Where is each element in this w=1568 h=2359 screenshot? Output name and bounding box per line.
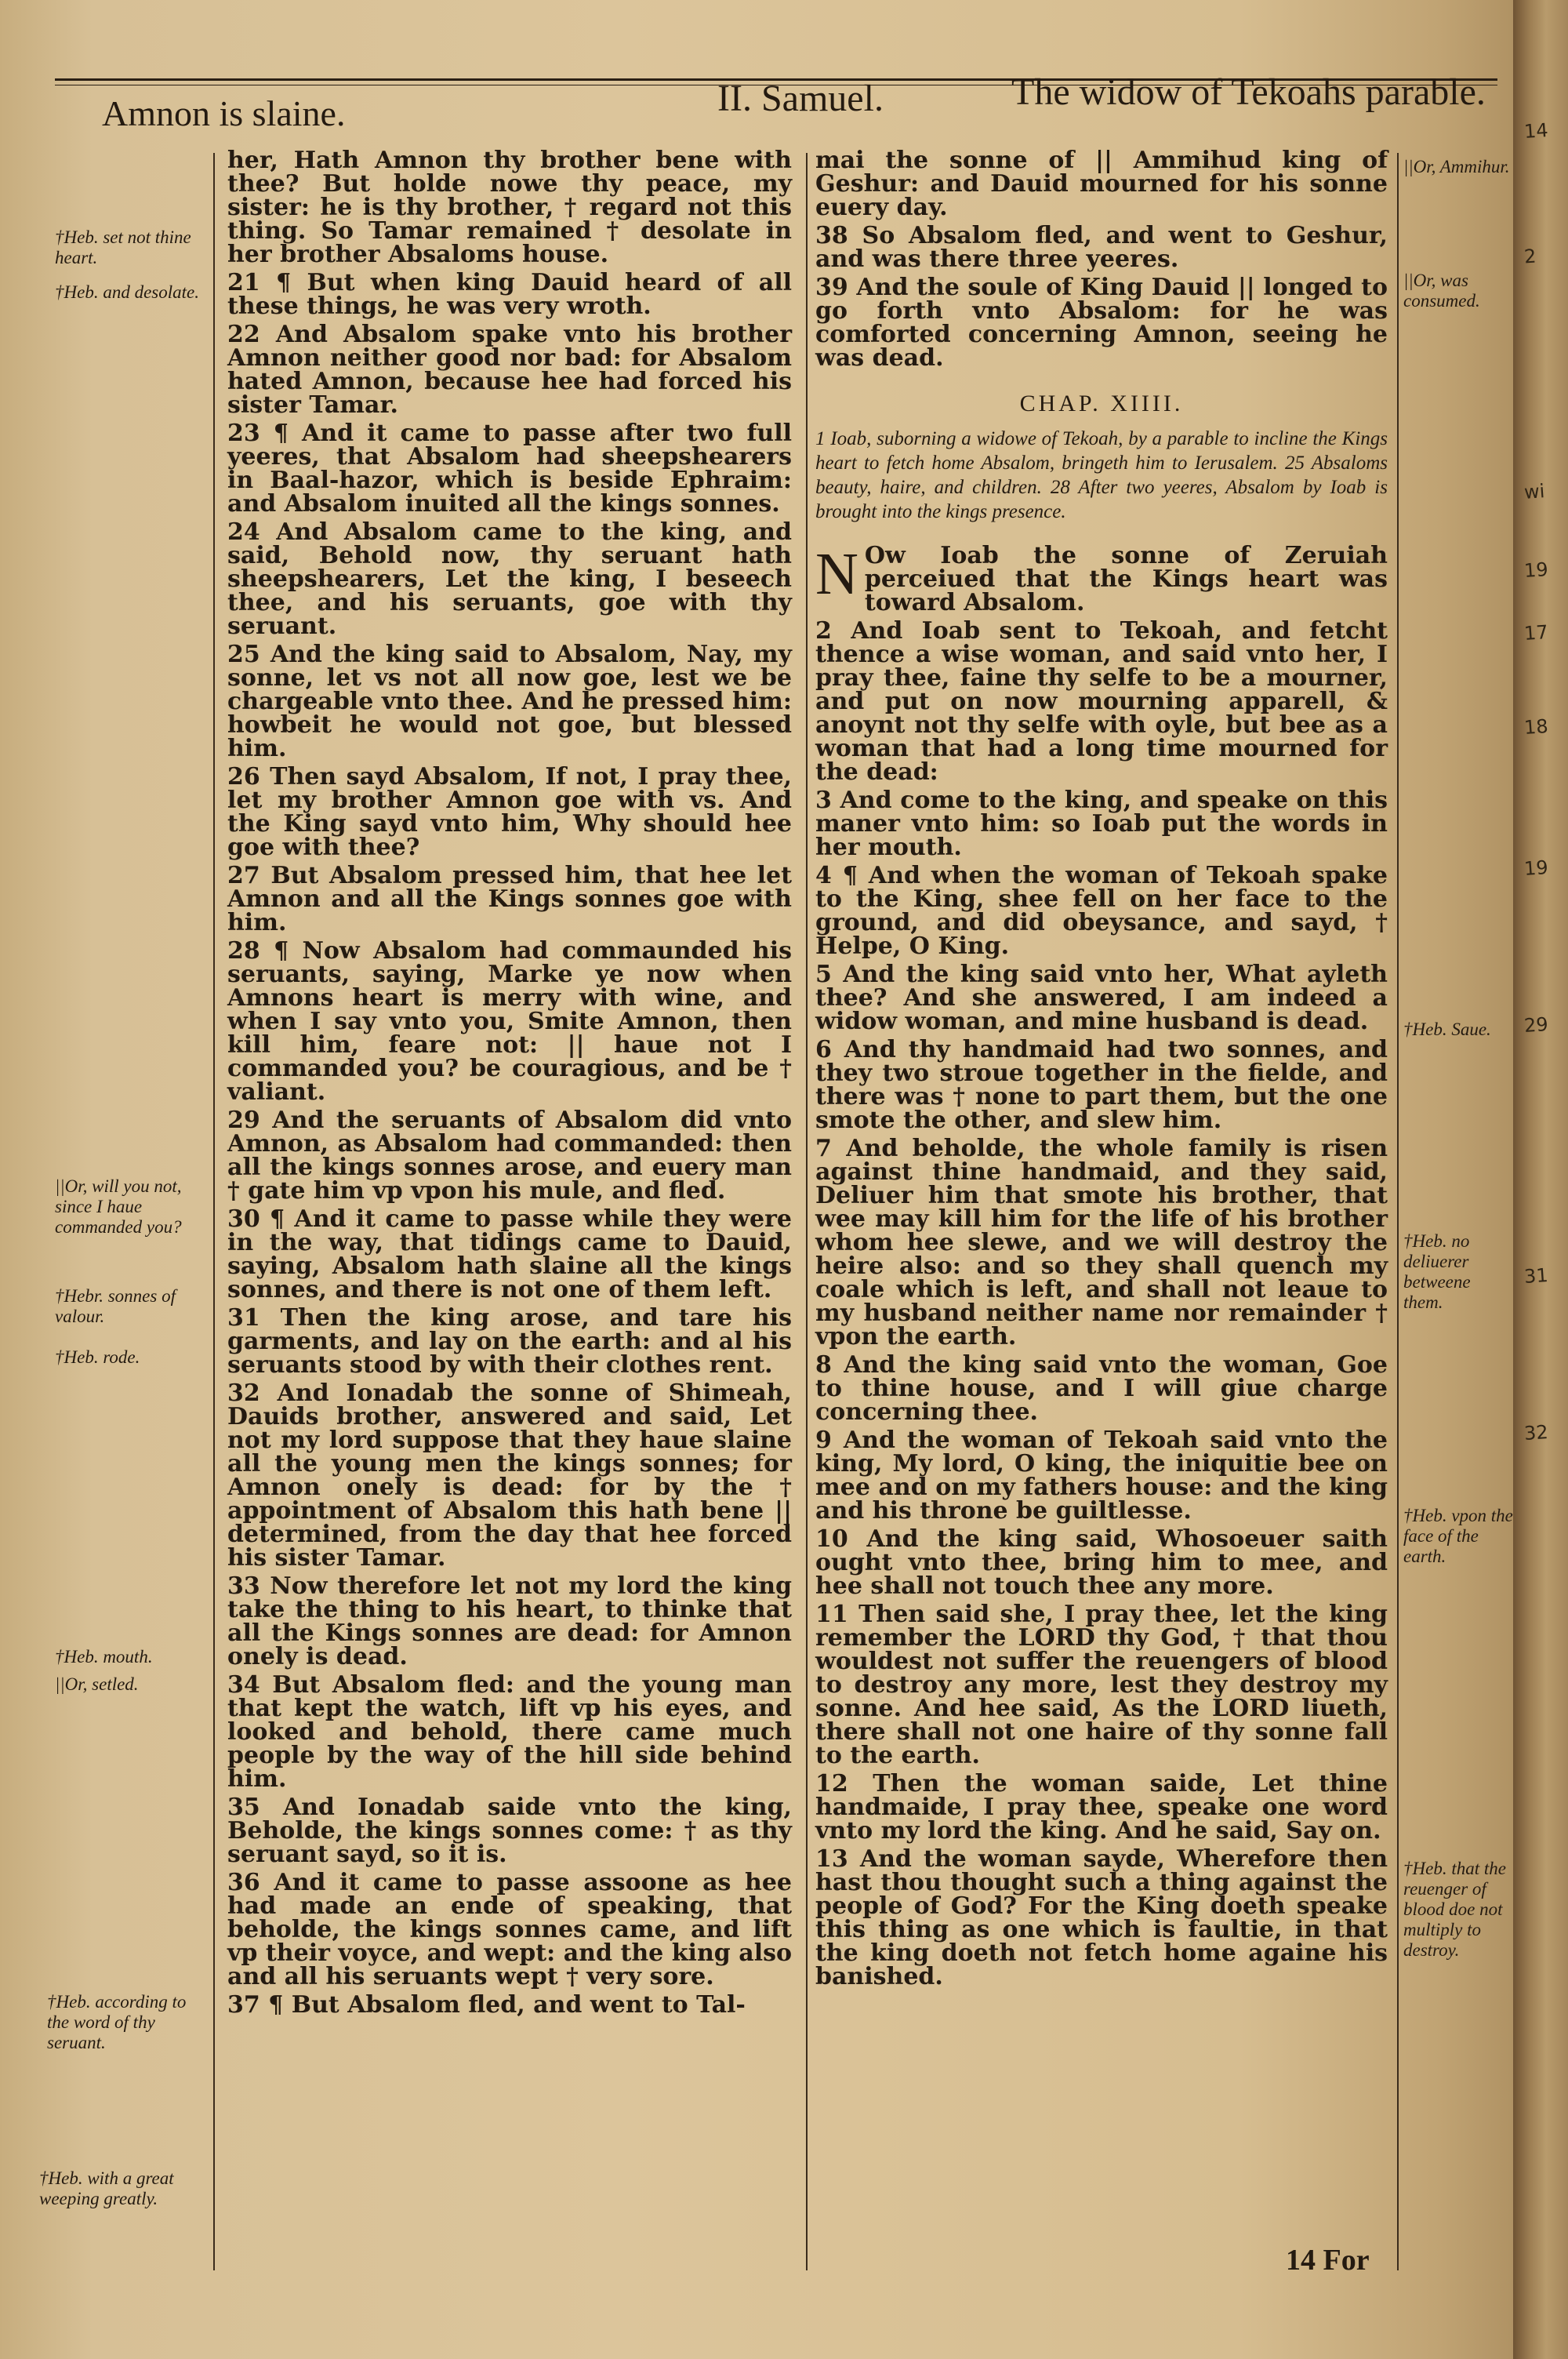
verse-paragraph: 21 ¶ But when king Dauid heard of all these things, he was very wroth. — [227, 269, 792, 320]
text-column-right — [815, 149, 1388, 1994]
verse-paragraph: 6 And thy handmaid had two sonnes, and they two stroue together in the fielde, and there was † none to part them, but the one smote the other, and slew him. — [815, 1036, 1388, 1134]
verse-paragraph: 26 Then sayd Absalom, If not, I pray thee, let my brother Amnon goe with vs. And the King sayd vnto him, Why should hee goe with thee? — [227, 763, 792, 861]
facing-page-fragment: 19 — [1523, 558, 1549, 583]
verse-paragraph: 39 And the soule of King Dauid || longed to go forth vnto Absalom: for he was comforted concerning Amnon, seeing he was dead. — [815, 274, 1388, 372]
verse-paragraph: 13 And the woman sayde, Wherefore then hast thou thought such a thing against the people of God? For the King doeth speake this thing as one which is faultie, in that the king doeth not fetch home againe his banished. — [815, 1845, 1388, 1990]
text-column-left — [227, 149, 792, 2022]
running-head-right: The widow of Tekoahs parable. — [1011, 71, 1486, 113]
verse-paragraph: 7 And beholde, the whole family is risen against thine handmaid, and they said, Deliuer him that smote his brother, that wee may kill him for the life of his brother whom hee slewe, and we will destroy the heire also: and so they shall quench my coale which is left, and shall not leaue to my husband neither name nor remainder † vpon the earth. — [815, 1135, 1388, 1350]
verse-paragraph: 32 And Ionadab the sonne of Shimeah, Dauids brother, answered and said, Let not my lord suppose that they haue slaine all the young men the kings sonnes; for Amnon onely is dead: for by the † appointment of Absalom this hath bene || determined, from the day that hee forced his sister Tamar. — [227, 1379, 792, 1572]
verse-paragraph: 12 Then the woman saide, Let thine handmaide, I pray thee, speake one word vnto my lord the king. And he said, Say on. — [815, 1770, 1388, 1845]
running-head-left: Amnon is slaine. — [102, 93, 346, 133]
margin-note: †Heb. Saue. — [1403, 1020, 1491, 1039]
margin-note: †Heb. vpon the face of the earth. — [1403, 1506, 1513, 1566]
chapter-summary: 1 Ioab, suborning a widowe of Tekoah, by a parable to incline the Kings heart to fetch home Absalom, bringeth him to Ierusalem. 25 Absaloms beauty, haire, and children. 28 After two yeeres, Absalom by Ioab is brought into the kings presence. — [815, 428, 1388, 522]
verse-paragraph: 4 ¶ And when the woman of Tekoah spake to the King, shee fell on her face to the ground, and did obeysance, and sayd, † Helpe, O King. — [815, 862, 1388, 960]
verse-paragraph: her, Hath Amnon thy brother bene with thee? But holde nowe thy peace, my sister: he is thy brother, † regard not this thing. So Tamar remained † desolate in her brother Absaloms house. — [227, 147, 792, 268]
facing-page-fragment: 18 — [1523, 714, 1549, 740]
column-rule-center — [806, 153, 808, 2270]
margin-note: †Heb. mouth. — [55, 1647, 153, 1667]
verse-1-text: Ow Ioab the sonne of Zeruiah perceiued that the Kings heart was toward Absalom. — [864, 542, 1388, 616]
verse-paragraph: 5 And the king said vnto her, What ayleth thee? And she answered, I am indeed a widow woman, and mine husband is dead. — [815, 961, 1388, 1035]
verse-paragraph: 29 And the seruants of Absalom did vnto Amnon, as Absalom had commanded: then all the kings sonnes arose, and euery man † gate him vp vpon his mule, and fled. — [227, 1107, 792, 1205]
margin-note: ||Or, Ammihur. — [1403, 157, 1510, 176]
verse-paragraph: 30 ¶ And it came to passe while they were in the way, that tidings came to Dauid, saying, Absalom hath slaine all the kings sonnes, and there is not one of them left. — [227, 1205, 792, 1303]
verse-paragraph: 36 And it came to passe assoone as hee had made an ende of speaking, that beholde, the kings sonnes came, and lift vp their voyce, and wept: and the king also and all his seruants wept † very sore. — [227, 1869, 792, 1990]
book-gutter — [1513, 0, 1568, 2359]
catchword: 14 For — [1286, 2244, 1370, 2277]
verse-paragraph: 2 And Ioab sent to Tekoah, and fetcht thence a wise woman, and said vnto her, I pray thee, faine thy selfe to be a mourner, and put on now mourning apparell, & anoynt not thy selfe with oyle, but bee as a woman that had a long time mourned for the dead: — [815, 617, 1388, 786]
verse-paragraph: 27 But Absalom pressed him, that hee let Amnon and all the Kings sonnes goe with him. — [227, 862, 792, 936]
facing-page-fragment: 32 — [1523, 1420, 1549, 1445]
facing-page-fragment: 29 — [1523, 1012, 1549, 1038]
verse-paragraph: 8 And the king said vnto the woman, Goe to thine house, and I will giue charge concerning thee. — [815, 1351, 1388, 1426]
chapter-heading: CHAP. XIIII. — [1019, 391, 1184, 416]
column-rule-left — [213, 153, 215, 2270]
margin-note: †Heb. with a great weeping greatly. — [39, 2168, 174, 2208]
verse-paragraph: 11 Then said she, I pray thee, let the king remember the LORD thy God, † that thou wouldest not suffer the reuengers of blood to destroy any more, lest they destroy my sonne. And hee said, As the LORD liueth, there shall not one haire of thy sonne fall to the earth. — [815, 1601, 1388, 1769]
verse-paragraph: 10 And the king said, Whosoeuer saith ought vnto thee, bring him to mee, and hee shall not touch thee any more. — [815, 1525, 1388, 1600]
column-rule-right — [1397, 153, 1399, 2270]
verse-paragraph: 25 And the king said to Absalom, Nay, my sonne, let vs not all now goe, lest we be chargeable vnto thee. And he pressed him: howbeit he would not goe, but blessed him. — [227, 641, 792, 762]
verse-paragraph: 33 Now therefore let not my lord the king take the thing to his heart, to thinke that all the Kings sonnes are dead: for Amnon onely is dead. — [227, 1572, 792, 1670]
drop-cap: N — [815, 541, 858, 607]
margin-note: †Heb. according to the word of thy seruant. — [47, 1992, 187, 2052]
verse-paragraph: 9 And the woman of Tekoah said vnto the king, My lord, O king, the iniquitie bee on mee and on my fathers house: and the king and his throne be guiltlesse. — [815, 1427, 1388, 1525]
facing-page-fragment: 31 — [1523, 1263, 1549, 1289]
verse-paragraph-first — [815, 541, 1388, 616]
facing-page-fragment: 19 — [1523, 856, 1549, 881]
verse-paragraph: 22 And Absalom spake vnto his brother Amnon neither good nor bad: for Absalom hated Amnon, because hee had forced his sister Tamar. — [227, 321, 792, 419]
margin-note: †Heb. rode. — [55, 1347, 140, 1367]
verse-paragraph: 23 ¶ And it came to passe after two full yeeres, that Absalom had sheepshearers in Baal-hazor, which is beside Ephraim: and Absalom inuited all the kings sonnes. — [227, 420, 792, 518]
verse-paragraph: 34 But Absalom fled: and the young man that kept the watch, lift vp his eyes, and looked and behold, there came much people by the way of the hill side behind him. — [227, 1671, 792, 1793]
verse-paragraph: mai the sonne of || Ammihud king of Geshur: and Dauid mourned for his sonne euery day. — [815, 147, 1388, 221]
margin-note: †Heb. and desolate. — [55, 282, 199, 302]
facing-page-fragment: wi — [1523, 480, 1546, 503]
margin-note: †Heb. set not thine heart. — [55, 227, 191, 267]
margin-note: ||Or, will you not, since I haue commanded you? — [55, 1176, 182, 1237]
verse-paragraph: 37 ¶ But Absalom fled, and went to Tal- — [227, 1991, 746, 2019]
facing-page-fragment: 2 — [1523, 245, 1537, 268]
verse-paragraph: 31 Then the king arose, and tare his garments, and lay on the earth: and al his seruants stood by with their clothes rent. — [227, 1304, 792, 1379]
facing-page-fragment: 17 — [1523, 620, 1549, 645]
running-head-book: II. Samuel. — [717, 78, 884, 119]
margin-note: ||Or, setled. — [55, 1674, 139, 1694]
verse-paragraph: 3 And come to the king, and speake on this maner vnto him: so Ioab put the words in her mouth. — [815, 787, 1388, 861]
verse-paragraph: 24 And Absalom came to the king, and said, Behold now, thy seruant hath sheepshearers, Let the king, I beseech thee, and his seruants, goe with thy seruant. — [227, 518, 792, 640]
verse-paragraph: 28 ¶ Now Absalom had commaunded his seruants, saying, Marke ye now when Amnons heart is merry with wine, and when I say vnto you, Smite Amnon, then kill him, feare not: || haue not I commanded you? be couragious, and be † valiant. — [227, 937, 792, 1106]
facing-page-fragment: 14 — [1523, 118, 1549, 144]
verse-paragraph: 38 So Absalom fled, and went to Geshur, and was there three yeeres. — [815, 222, 1388, 273]
margin-note: †Heb. that the reuenger of blood doe not multiply to destroy. — [1403, 1859, 1506, 1960]
margin-note: ||Or, was consumed. — [1403, 271, 1480, 311]
margin-note: †Hebr. sonnes of valour. — [55, 1286, 176, 1326]
verse-paragraph: 35 And Ionadab saide vnto the king, Beholde, the kings sonnes come: † as thy seruant sayd, so it is. — [227, 1794, 792, 1868]
margin-note: †Heb. no deliuerer betweene them. — [1403, 1231, 1471, 1312]
